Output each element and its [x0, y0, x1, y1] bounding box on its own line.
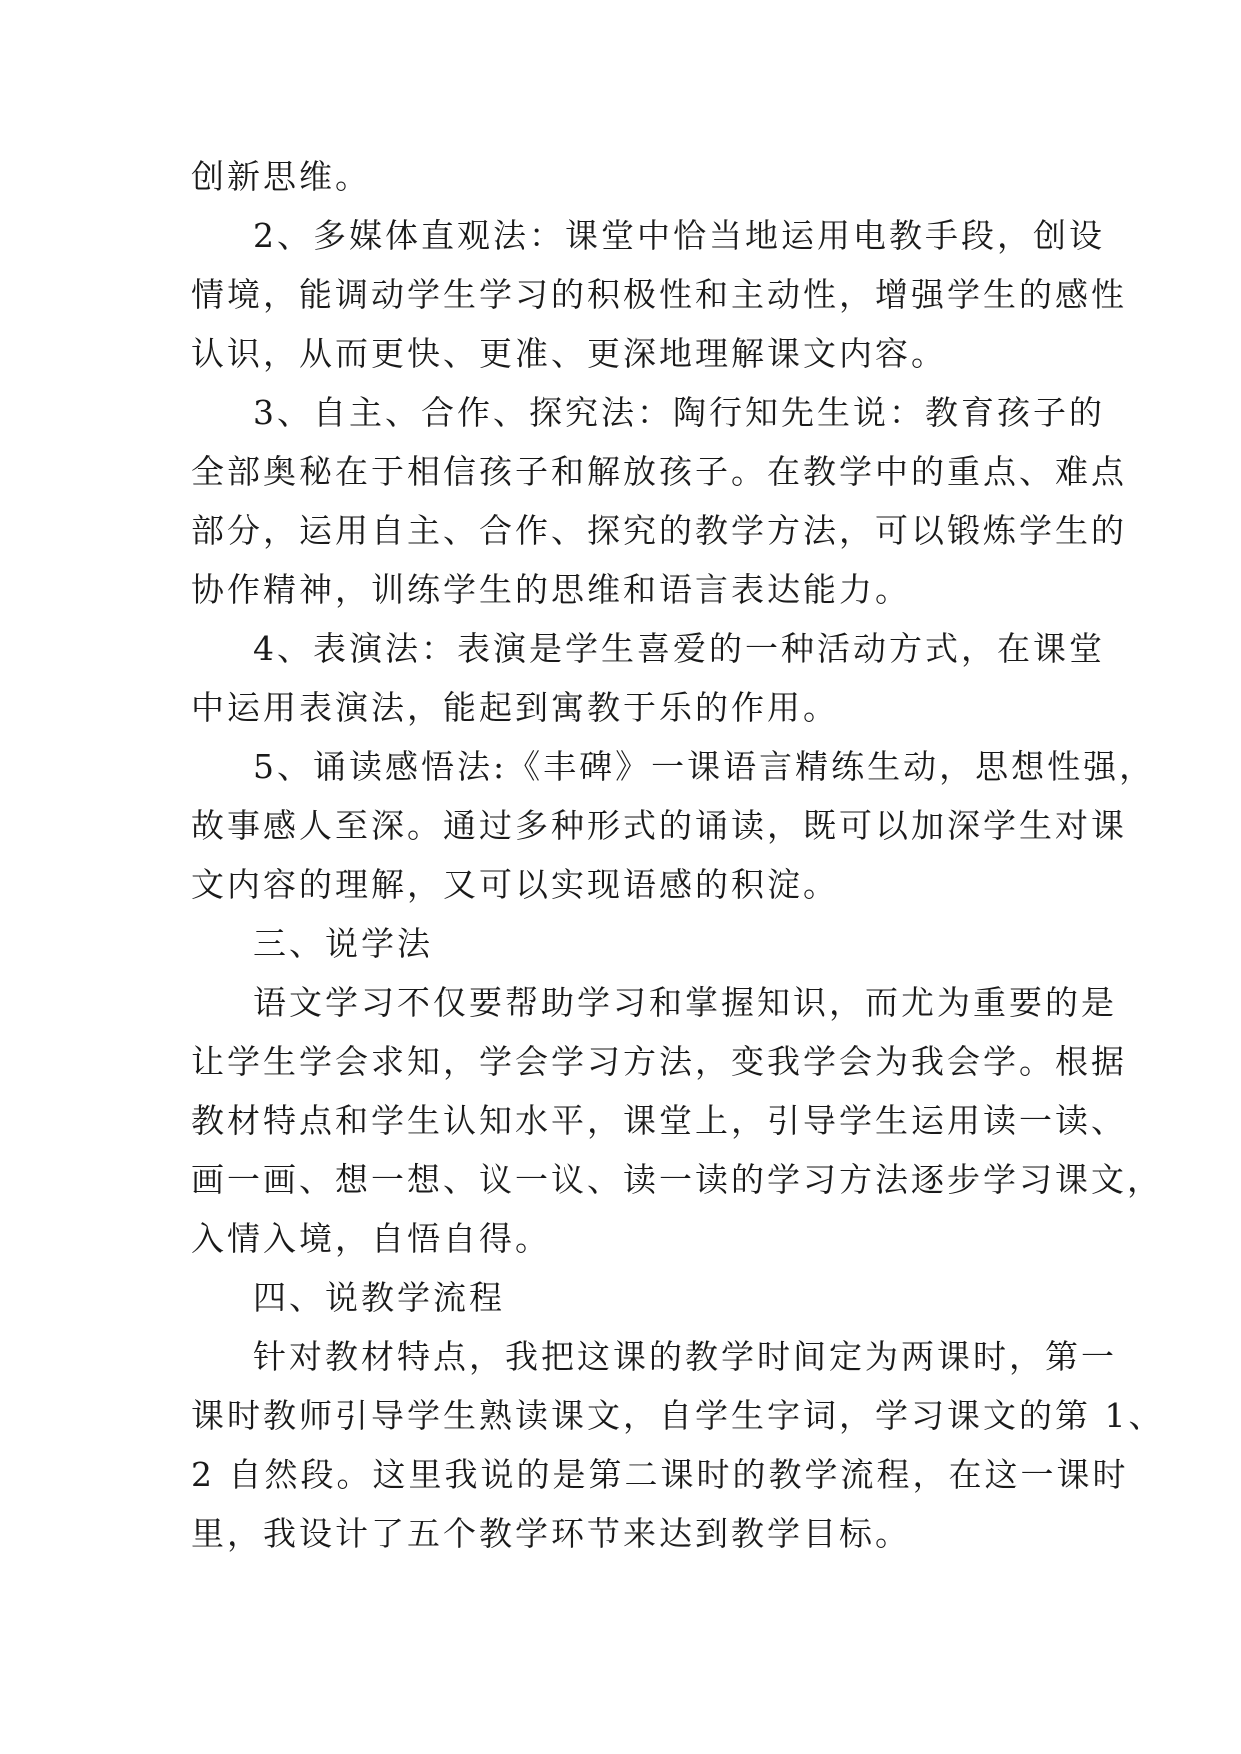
section-heading: 三、说学法: [253, 924, 433, 963]
text-line: 情境，能调动学生学习的积极性和主动性，增强学生的感性: [191, 275, 1127, 314]
text-line: 画一画、想一想、议一议、读一读的学习方法逐步学习课文，: [191, 1160, 1163, 1199]
text-line: 创新思维。: [191, 157, 371, 196]
text-line: 2 自然段。这里我说的是第二课时的教学流程，在这一课时: [191, 1455, 1129, 1494]
text-line: 3、自主、合作、探究法：陶行知先生说：教育孩子的: [253, 393, 1105, 432]
text-line: 语文学习不仅要帮助学习和掌握知识，而尤为重要的是: [253, 983, 1117, 1022]
text-line: 认识，从而更快、更准、更深地理解课文内容。: [191, 334, 947, 373]
text-line: 课时教师引导学生熟读课文，自学生字词，学习课文的第 1、: [191, 1396, 1165, 1435]
text-line: 协作精神，训练学生的思维和语言表达能力。: [191, 570, 911, 609]
text-line: 针对教材特点，我把这课的教学时间定为两课时，第一: [253, 1337, 1117, 1376]
text-line: 让学生学会求知，学会学习方法，变我学会为我会学。根据: [191, 1042, 1127, 1081]
text-line: 2、多媒体直观法：课堂中恰当地运用电教手段，创设: [253, 216, 1105, 255]
body-text: [191, 147, 1165, 1563]
text-line: 教材特点和学生认知水平，课堂上，引导学生运用读一读、: [191, 1101, 1127, 1140]
text-line: 故事感人至深。通过多种形式的诵读，既可以加深学生对课: [191, 806, 1127, 845]
text-line: 部分，运用自主、合作、探究的教学方法，可以锻炼学生的: [191, 511, 1127, 550]
section-heading: 四、说教学流程: [253, 1278, 505, 1317]
text-line: 中运用表演法，能起到寓教于乐的作用。: [191, 688, 839, 727]
text-line: 4、表演法：表演是学生喜爱的一种活动方式，在课堂: [253, 629, 1105, 668]
text-line: 5、诵读感悟法:《丰碑》一课语言精练生动，思想性强，: [253, 747, 1156, 786]
text-line: 全部奥秘在于相信孩子和解放孩子。在教学中的重点、难点: [191, 452, 1127, 491]
text-line: 入情入境，自悟自得。: [191, 1219, 551, 1258]
text-line: 里，我设计了五个教学环节来达到教学目标。: [191, 1514, 911, 1553]
text-line: 文内容的理解，又可以实现语感的积淀。: [191, 865, 839, 904]
